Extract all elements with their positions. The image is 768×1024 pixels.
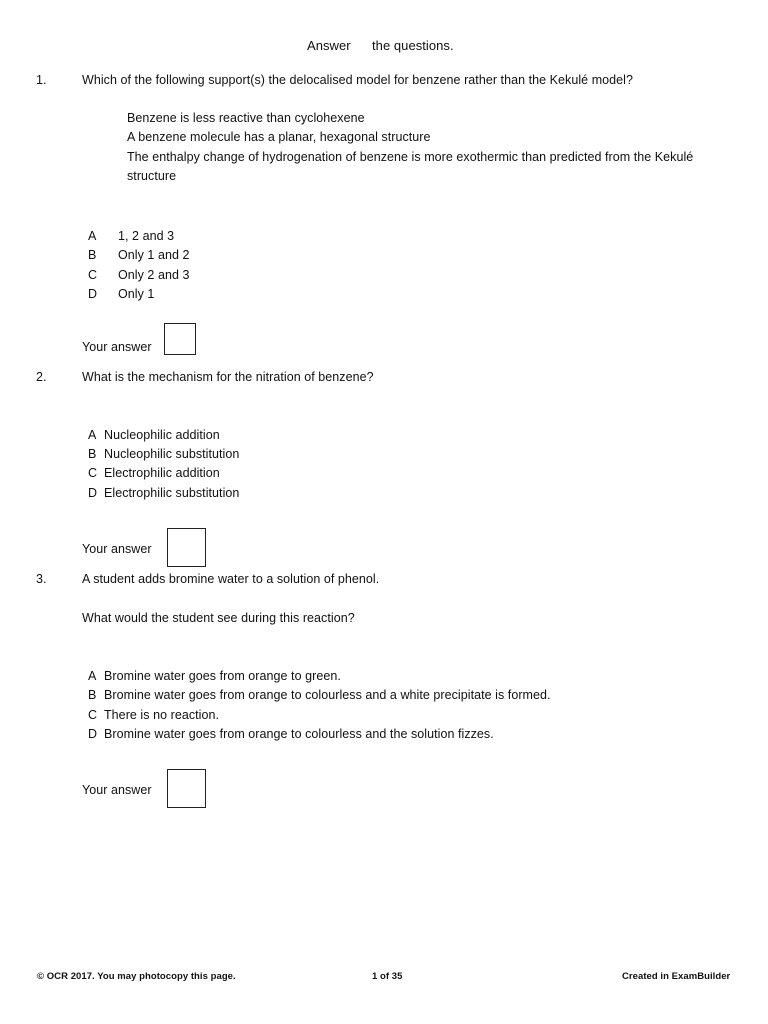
footer-copyright: © OCR 2017. You may photocopy this page. bbox=[37, 971, 236, 982]
question-1-option-a-letter: A bbox=[88, 229, 97, 243]
question-2-answer-box[interactable] bbox=[167, 528, 206, 567]
question-3-option-a-letter: A bbox=[88, 669, 97, 683]
question-3-option-a[interactable]: Bromine water goes from orange to green. bbox=[104, 669, 341, 683]
question-1-option-d-letter: D bbox=[88, 287, 98, 301]
question-1-text: Which of the following support(s) the delocalised model for benzene rather than the Kekulé model? bbox=[82, 73, 633, 87]
question-3-number: 3. bbox=[36, 572, 47, 586]
question-1-answer-label: Your answer bbox=[82, 340, 152, 354]
question-3-option-d-letter: D bbox=[88, 727, 98, 741]
question-2-option-d-letter: D bbox=[88, 486, 98, 500]
question-3-option-b-letter: B bbox=[88, 688, 97, 702]
question-3-answer-label: Your answer bbox=[82, 783, 152, 797]
question-2-option-a[interactable]: Nucleophilic addition bbox=[104, 428, 220, 442]
question-1-option-c[interactable]: Only 2 and 3 bbox=[118, 268, 190, 282]
instruction-questions: the questions. bbox=[372, 38, 454, 53]
question-3-option-c-letter: C bbox=[88, 708, 98, 722]
question-1-statement-3-cont: structure bbox=[127, 169, 177, 183]
footer-created-in: Created in ExamBuilder bbox=[622, 971, 731, 982]
question-1-statement-2: A benzene molecule has a planar, hexagonal structure bbox=[127, 130, 431, 144]
question-1-answer-box[interactable] bbox=[164, 323, 196, 355]
question-1-option-a[interactable]: 1, 2 and 3 bbox=[118, 229, 175, 243]
question-1-statement-1: Benzene is less reactive than cyclohexene bbox=[127, 111, 365, 125]
question-2-number: 2. bbox=[36, 370, 47, 384]
question-1-option-c-letter: C bbox=[88, 268, 98, 282]
question-3-text: A student adds bromine water to a solution of phenol. bbox=[82, 572, 380, 586]
question-2-option-b[interactable]: Nucleophilic substitution bbox=[104, 447, 240, 461]
question-3-option-b[interactable]: Bromine water goes from orange to colourless and a white precipitate is formed. bbox=[104, 688, 551, 702]
question-1-option-b[interactable]: Only 1 and 2 bbox=[118, 248, 190, 262]
question-2-option-b-letter: B bbox=[88, 447, 97, 461]
question-2-option-d[interactable]: Electrophilic substitution bbox=[104, 486, 240, 500]
question-1-statement-3: The enthalpy change of hydrogenation of benzene is more exothermic than predicted from the Kekulé bbox=[127, 150, 694, 164]
instruction-answer: Answer bbox=[307, 38, 351, 53]
question-2-text: What is the mechanism for the nitration of benzene? bbox=[82, 370, 374, 384]
question-3-option-c[interactable]: There is no reaction. bbox=[104, 708, 219, 722]
question-2-option-a-letter: A bbox=[88, 428, 97, 442]
question-1-option-d[interactable]: Only 1 bbox=[118, 287, 155, 301]
question-3-answer-box[interactable] bbox=[167, 769, 206, 808]
question-1-option-b-letter: B bbox=[88, 248, 97, 262]
question-1-number: 1. bbox=[36, 73, 47, 87]
question-2-answer-label: Your answer bbox=[82, 542, 152, 556]
question-3-option-d[interactable]: Bromine water goes from orange to colourless and the solution fizzes. bbox=[104, 727, 494, 741]
footer-page-number: 1 of 35 bbox=[372, 971, 403, 982]
question-2-option-c-letter: C bbox=[88, 466, 98, 480]
question-3-subtext: What would the student see during this reaction? bbox=[82, 611, 355, 625]
question-2-option-c[interactable]: Electrophilic addition bbox=[104, 466, 220, 480]
